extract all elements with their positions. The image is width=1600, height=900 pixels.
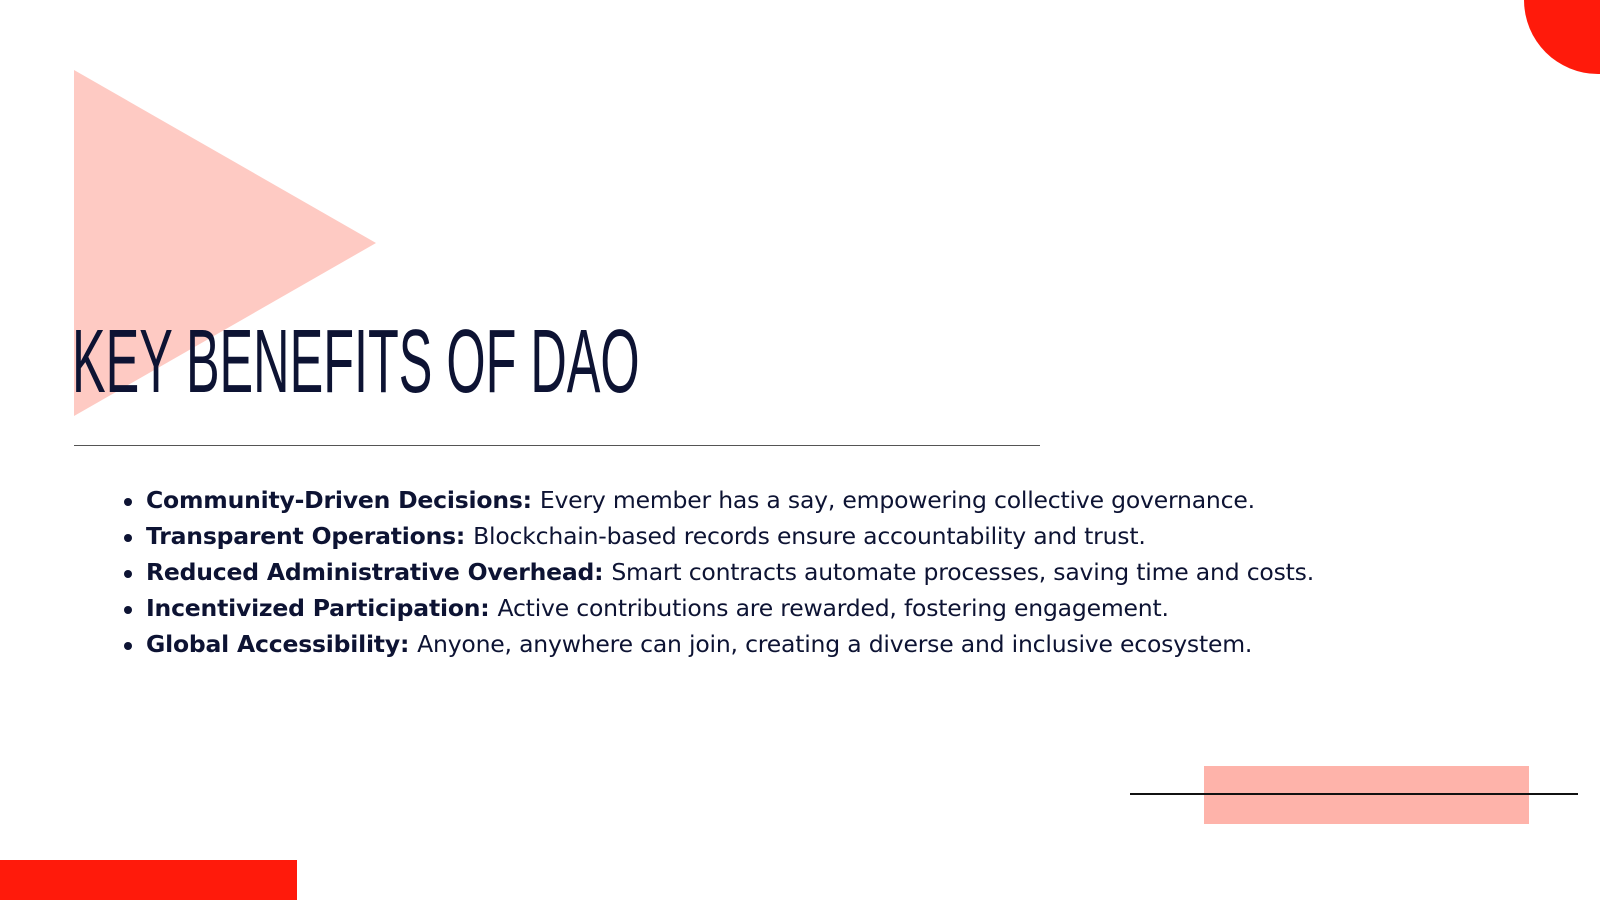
benefit-description: Blockchain-based records ensure accountability and trust.	[473, 522, 1146, 550]
bullet-dot-icon	[124, 642, 132, 650]
benefit-term: Transparent Operations:	[146, 522, 474, 550]
decorative-bottom-bar	[0, 860, 297, 900]
list-item	[118, 626, 1314, 662]
bullet-dot-icon	[124, 498, 132, 506]
list-item	[118, 590, 1314, 626]
title-divider	[74, 445, 1040, 446]
bullet-dot-icon	[124, 534, 132, 542]
decorative-corner-circle	[1524, 0, 1600, 74]
benefit-description: Anyone, anywhere can join, creating a diverse and inclusive ecosystem.	[417, 630, 1253, 658]
list-item	[118, 518, 1314, 554]
list-item	[118, 554, 1314, 590]
decorative-pink-rectangle	[1204, 766, 1529, 824]
benefit-term: Global Accessibility:	[146, 630, 418, 658]
bullet-dot-icon	[124, 570, 132, 578]
benefit-description: Active contributions are rewarded, fostering engagement.	[497, 594, 1169, 622]
benefits-list	[118, 482, 1314, 662]
benefit-description: Every member has a say, empowering collective governance.	[539, 486, 1255, 514]
benefit-term: Reduced Administrative Overhead:	[146, 558, 612, 586]
benefit-description: Smart contracts automate processes, saving time and costs.	[611, 558, 1314, 586]
benefit-term: Incentivized Participation:	[146, 594, 498, 622]
benefit-term: Community-Driven Decisions:	[146, 486, 540, 514]
list-item	[118, 482, 1314, 518]
bullet-dot-icon	[124, 606, 132, 614]
slide-title: KEY BENEFITS OF DAO	[72, 312, 640, 412]
decorative-accent-line	[1130, 793, 1578, 795]
